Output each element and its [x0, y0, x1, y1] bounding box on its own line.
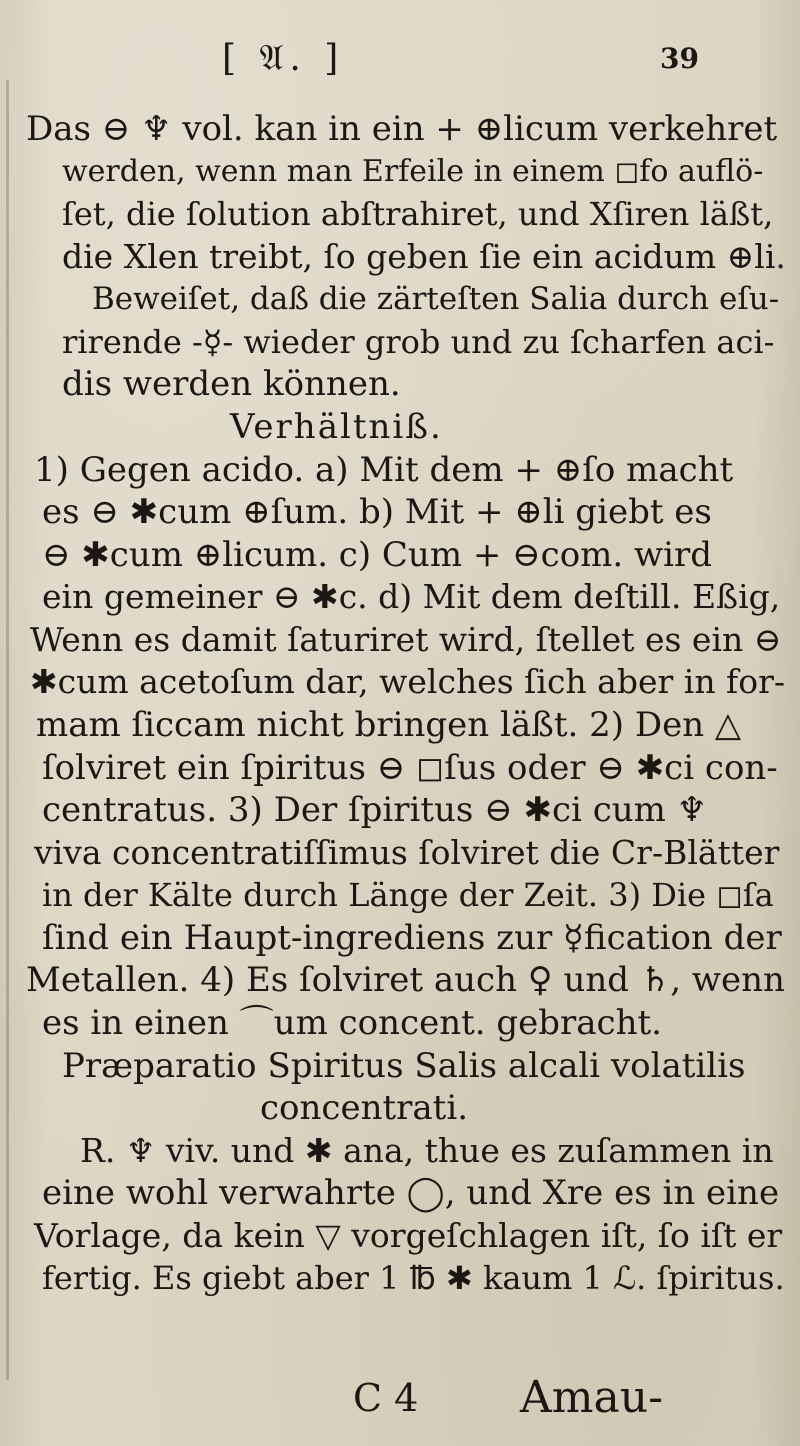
section-title: concentrati.: [260, 1088, 469, 1128]
text-line: viva concentratiſſimus ſolviret die Cr-Blätter: [34, 833, 780, 872]
text-line: Vorlage, da kein ▽ vorgeſchlagen iſt, ſo iſt er: [34, 1216, 783, 1255]
text-line: ⊖ ✱cum ⊕licum. c) Cum + ⊖com. wird: [42, 535, 713, 575]
text-line: in der Kälte durch Länge der Zeit. 3) Die ◻ſa: [42, 876, 774, 914]
section-title: Præparatio Spiritus Salis alcali volatilis: [62, 1046, 746, 1086]
section-heading: Verhältniß.: [230, 407, 443, 447]
text-line: werden, wenn man Erfeile in einem ◻fo auflö-: [62, 154, 764, 189]
catchword: Amau-: [520, 1372, 663, 1423]
text-line: Beweiſet, daß die zärteſten Salia durch eſu-: [92, 281, 780, 317]
running-head: [ 𝔄. ]: [222, 38, 345, 79]
text-line: centratus. 3) Der ſpiritus ⊖ ✱ci cum ♆: [42, 790, 708, 830]
text-line: ſind ein Haupt-ingrediens zur ☿fication der: [42, 918, 782, 958]
text-line: Das ⊖ ♆ vol. kan in ein + ⊕licum verkehret: [26, 109, 778, 149]
page-header: [0, 34, 800, 94]
text-line: die Xlen treibt, ſo geben ſie ein acidum ⊕li.: [62, 237, 786, 276]
text-line: ſolviret ein ſpiritus ⊖ ◻ſus oder ⊖ ✱ci con-: [42, 748, 778, 788]
text-line: 1) Gegen acido. a) Mit dem + ⊕ſo macht: [34, 450, 734, 490]
text-line: dis werden können.: [62, 364, 401, 404]
left-margin-shadow: [6, 80, 9, 1380]
text-line: fertig. Es giebt aber 1 ℔ ✱ kaum 1 ℒ. ſpiritus.: [42, 1259, 785, 1297]
text-line: mam ſiccam nicht bringen läßt. 2) Den △: [36, 705, 742, 745]
text-line: Metallen. 4) Es ſolviret auch ♀ und ♄, wenn: [26, 960, 785, 1000]
text-line: ✱cum acetoſum dar, welches ſich aber in for-: [30, 662, 786, 701]
signature-mark: C 4: [353, 1376, 419, 1420]
text-line: ein gemeiner ⊖ ✱c. d) Mit dem deſtill. Eßig,: [42, 577, 781, 616]
text-line: ſet, die ſolution abſtrahiret, und Xſiren läßt,: [62, 195, 774, 233]
text-line: es ⊖ ✱cum ⊕ſum. b) Mit + ⊕li giebt es: [42, 492, 712, 532]
text-line: R. ♆ viv. und ✱ ana, thue es zuſammen in: [80, 1131, 774, 1170]
text-line: es in einen ⌒um concent. gebracht.: [42, 1003, 662, 1043]
text-line: eine wohl verwahrte ◯, und Xre es in eine: [42, 1173, 780, 1213]
text-line: Wenn es damit ſaturiret wird, ſtellet es ein ⊖: [30, 620, 782, 659]
page-number: 39: [660, 42, 699, 75]
text-line: rirende -☿- wieder grob und zu ſcharfen aci-: [62, 323, 775, 361]
